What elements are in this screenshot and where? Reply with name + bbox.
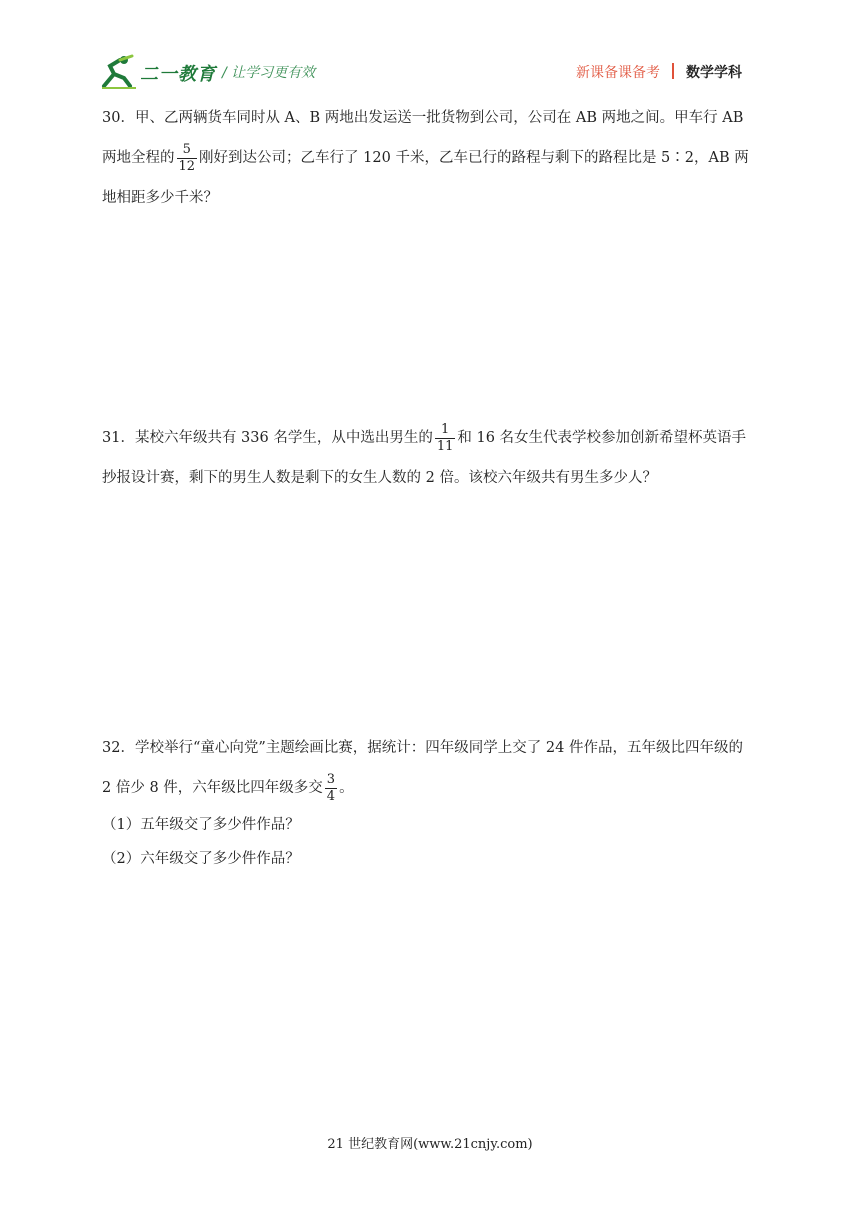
question-32 <box>102 728 762 876</box>
fraction-numerator: 5 <box>182 141 191 157</box>
page-footer: 21 世纪教育网(www.21cnjy.com) <box>327 1137 533 1152</box>
q31-line1-post: 和 16 名女生代表学校参加创新希望杯英语手 <box>457 430 747 446</box>
question-30 <box>102 98 762 218</box>
page-header <box>0 0 860 100</box>
slogan: / 让学习更有效 <box>222 65 316 81</box>
fraction <box>435 422 456 455</box>
fraction-numerator: 1 <box>440 421 450 437</box>
runner-logo-icon <box>100 52 140 92</box>
q30-line2-post: 刚好到达公司；乙车行了 120 千米，乙车已行的路程与剩下的路程比是 5∶2，AB 两 <box>199 150 749 166</box>
q32-line2-pre: 2 倍少 8 件，六年级比四年级多交 <box>102 780 323 796</box>
subject-tag: 数学学科 <box>686 65 742 81</box>
fraction-denominator: 4 <box>326 788 336 804</box>
q31-line1-pre: 31．某校六年级共有 336 名学生，从中选出男生的 <box>102 430 433 446</box>
q31-line2: 抄报设计赛，剩下的男生人数是剩下的女生人数的 2 倍。该校六年级共有男生多少人？ <box>102 470 657 486</box>
divider <box>672 63 674 79</box>
q32-line2 <box>102 768 762 808</box>
q30-line1: 30．甲、乙两辆货车同时从 A、B 两地出发运送一批货物到公司，公司在 AB 两地之间。甲车行 AB <box>102 110 744 126</box>
q32-line2-post: 。 <box>339 780 354 796</box>
fraction-numerator: 3 <box>326 771 336 787</box>
logo-text: 二一教育 <box>140 64 216 85</box>
fraction-denominator: 11 <box>436 438 454 454</box>
fraction <box>177 142 198 175</box>
q30-line2-pre: 两地全程的 <box>102 150 175 166</box>
q30-line2 <box>102 138 762 178</box>
q32-line1: 32．学校举行“童心向党”主题绘画比赛，据统计：四年级同学上交了 24 件作品，五年级比四年级的 <box>102 740 743 756</box>
fraction-denominator: 12 <box>178 158 196 174</box>
course-tag: 新课备课备考 <box>576 65 660 81</box>
q31-line1 <box>102 418 762 458</box>
question-31 <box>102 418 762 498</box>
q32-sub2: （2）六年级交了多少件作品？ <box>102 851 300 867</box>
logo <box>100 52 216 92</box>
q32-sub1: （1）五年级交了多少件作品？ <box>102 817 300 833</box>
brand-right <box>576 62 742 82</box>
fraction <box>325 772 337 805</box>
q30-line3: 地相距多少千米？ <box>102 190 218 206</box>
